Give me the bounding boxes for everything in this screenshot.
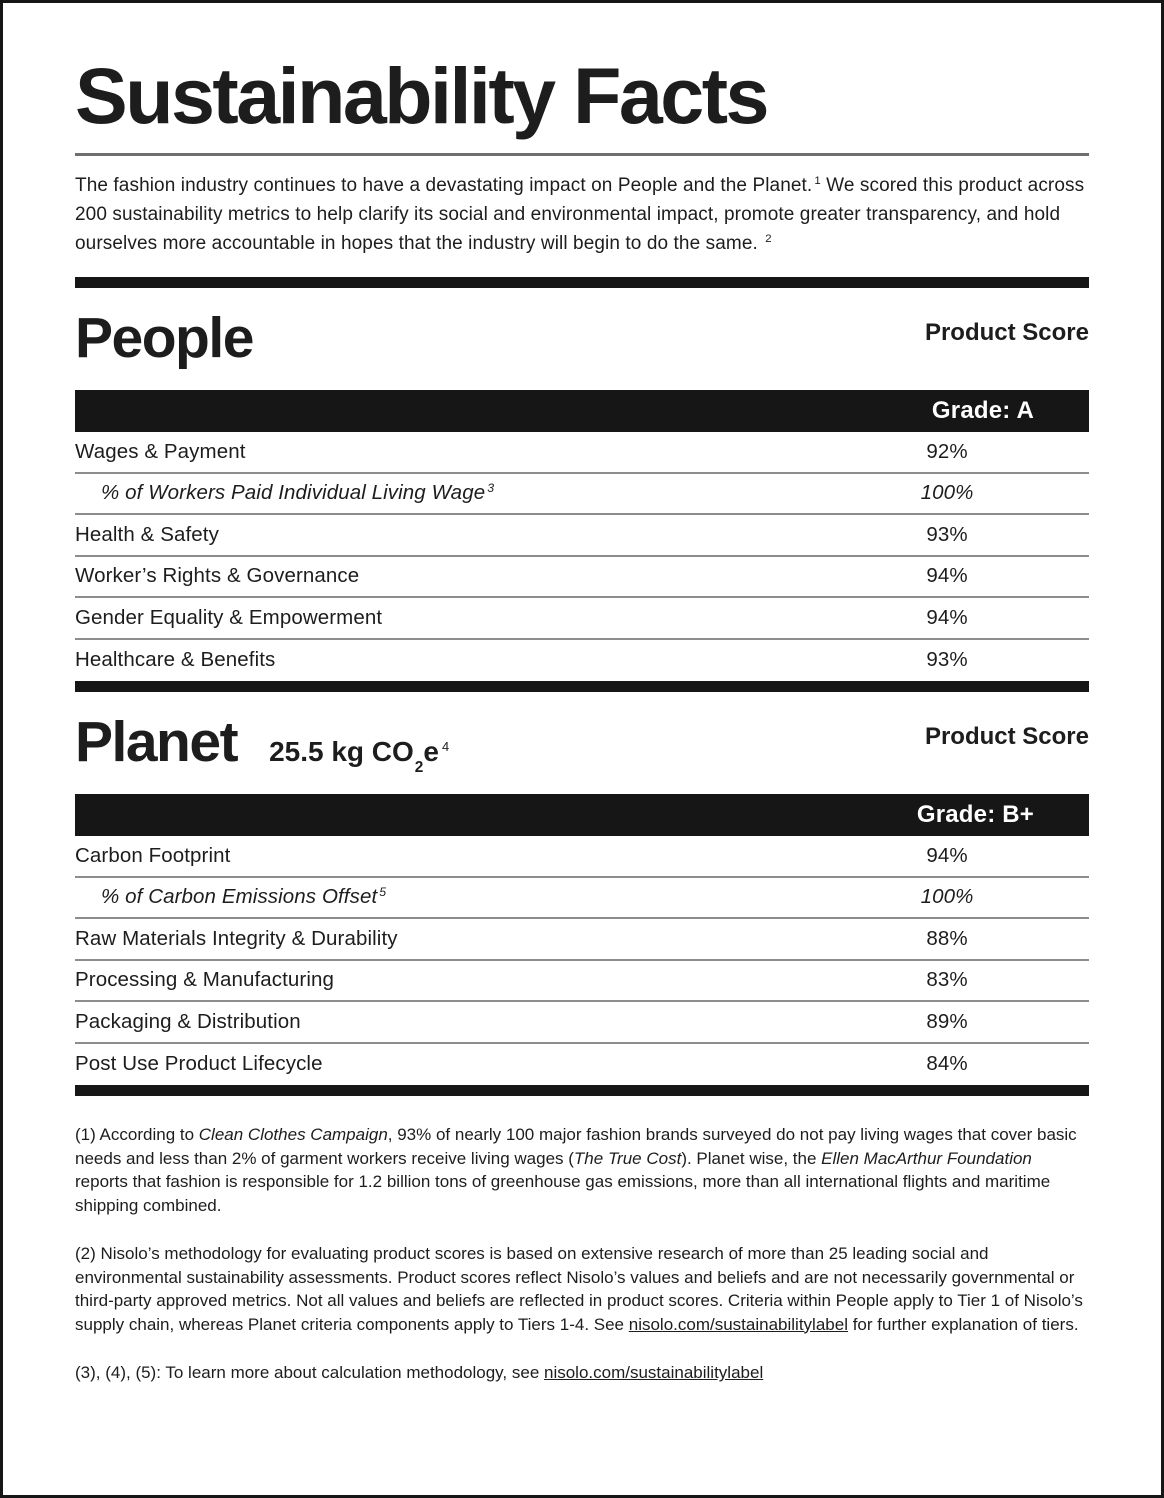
nisolo-sustainabilitylabel-link[interactable]: nisolo.com/sustainabilitylabel xyxy=(628,1314,848,1334)
footnote-reference: 3 xyxy=(487,480,495,495)
page-title: Sustainability Facts xyxy=(75,51,767,140)
text-segment: Ellen MacArthur Foundation xyxy=(821,1148,1032,1168)
metric-label: % of Workers Paid Individual Living Wage $^3$ xyxy=(101,480,495,505)
metric-value: 84% xyxy=(926,1052,968,1076)
metric-label: Health & Safety xyxy=(75,522,219,546)
metric-label: Raw Materials Integrity & Durability xyxy=(75,926,398,950)
text-segment: The fashion industry continues to have a devastating impact on People and the Planet. xyxy=(75,175,813,197)
text-segment: e xyxy=(423,736,439,768)
text-segment: ). Planet wise, the xyxy=(681,1148,822,1168)
table-row xyxy=(75,515,1089,557)
metric-value: 89% xyxy=(926,1009,968,1033)
metric-value: 93% xyxy=(926,648,968,672)
intro-paragraph xyxy=(75,171,1089,258)
text-segment: (1) According to xyxy=(75,1125,199,1145)
text-segment: 4 xyxy=(441,738,450,754)
metric-value: 94% xyxy=(926,843,968,867)
text-segment: (2) Nisolo’s methodology for evaluating product scores is based on extensive research of more than 25 leading social and environmental sustainability assessments. Product scores reflect Nisolo’s values and beliefs and are not necessarily governmental or third-party approved metrics. Not all values and beliefs are reflected in product scores. Criteria within People apply to Tier 1 of Nisolo’s supply chain, whereas Planet criteria components apply to Tiers 1-4. See xyxy=(75,1244,1083,1334)
section-divider-bar xyxy=(75,1085,1089,1096)
people-product-score-label: Product Score xyxy=(924,318,1089,346)
planet-metrics-table xyxy=(75,836,1089,1085)
metric-value: 93% xyxy=(926,522,968,546)
footnote-2 xyxy=(75,1242,1083,1336)
text-segment: , 93% of nearly 100 major fashion brands surveyed do not pay living wages that cover basic needs and less than 2% of garment workers receive living wages ( xyxy=(75,1125,1077,1168)
metric-label: Post Use Product Lifecycle xyxy=(75,1052,323,1076)
section-divider-bar xyxy=(75,681,1089,692)
table-row xyxy=(75,919,1089,961)
footnote-3 xyxy=(75,1361,1083,1385)
table-row xyxy=(75,640,1089,682)
planet-section-header xyxy=(75,692,1089,794)
metric-value: 92% xyxy=(926,439,968,463)
people-grade-bar xyxy=(75,390,1089,432)
metric-value: 100% xyxy=(920,481,974,505)
footnotes-section xyxy=(75,1123,1083,1385)
footnote-reference: 5 xyxy=(379,884,387,899)
metric-label: Carbon Footprint xyxy=(75,843,231,867)
section-divider-bar xyxy=(75,277,1089,288)
title-divider xyxy=(75,153,1089,156)
metric-label: Healthcare & Benefits xyxy=(75,648,276,672)
metric-label: Packaging & Distribution xyxy=(75,1009,301,1033)
text-segment: The True Cost xyxy=(573,1148,682,1168)
metric-label: Wages & Payment xyxy=(75,439,246,463)
text-segment: reports that fashion is responsible for 1.2 billion tons of greenhouse gas emissions, more than all international flights and maritime shipping combined. xyxy=(75,1172,1051,1215)
metric-label: Processing & Manufacturing xyxy=(75,968,334,992)
text-segment: for further explanation of tiers. xyxy=(847,1314,1079,1334)
metric-value: 88% xyxy=(926,926,968,950)
planet-grade-bar xyxy=(75,794,1089,836)
metric-value: 83% xyxy=(926,968,968,992)
text-segment: 2 xyxy=(414,759,424,777)
text-segment: We scored this product across 200 sustainability metrics to help clarify its social and environmental impact, promote greater transparency, and hold ourselves more accountable in hopes that the industry will begin to do the same. xyxy=(75,175,1085,255)
planet-product-score-label: Product Score xyxy=(924,722,1089,750)
planet-grade-value: Grade: B+ xyxy=(916,801,1034,829)
table-row xyxy=(75,1002,1089,1044)
metric-value: 94% xyxy=(926,605,968,629)
people-grade-value: Grade: A xyxy=(931,397,1034,425)
text-segment: (3), (4), (5): To learn more about calculation methodology, see xyxy=(75,1363,544,1383)
metric-value: 100% xyxy=(920,885,974,909)
metric-label: % of Carbon Emissions Offset $^5$ xyxy=(101,884,387,909)
text-segment: Clean Clothes Campaign xyxy=(198,1125,388,1145)
people-section-header xyxy=(75,288,1089,390)
table-row xyxy=(75,836,1089,878)
people-heading: People xyxy=(75,306,253,371)
table-row xyxy=(75,557,1089,599)
nisolo-sustainabilitylabel-link[interactable]: nisolo.com/sustainabilitylabel xyxy=(544,1363,764,1383)
text-segment: 2 xyxy=(765,232,772,245)
table-row xyxy=(75,878,1089,920)
table-row xyxy=(75,1044,1089,1086)
metric-label: Gender Equality & Empowerment xyxy=(75,605,383,629)
people-metrics-table xyxy=(75,432,1089,681)
footnote-1 xyxy=(75,1123,1083,1217)
metric-label: Worker’s Rights & Governance xyxy=(75,564,360,588)
metric-value: 94% xyxy=(926,564,968,588)
table-row xyxy=(75,432,1089,474)
table-row xyxy=(75,961,1089,1003)
text-segment: 25.5 kg CO xyxy=(269,736,414,768)
text-segment: 1 xyxy=(814,174,821,187)
planet-heading: Planet xyxy=(75,710,238,775)
planet-co2e-value xyxy=(269,736,450,777)
table-row xyxy=(75,474,1089,516)
table-row xyxy=(75,598,1089,640)
